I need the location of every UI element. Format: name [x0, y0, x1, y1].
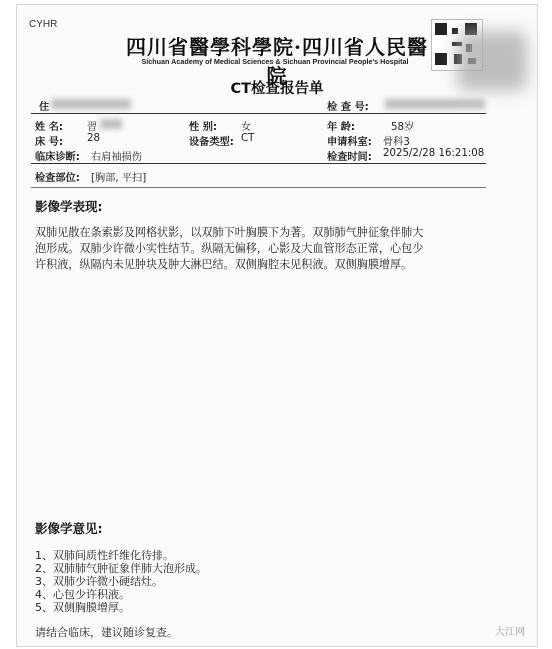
- redacted-value: [51, 99, 131, 109]
- diagnosis-value: 右肩袖损伤: [91, 152, 142, 163]
- diagnosis-label: 临床诊断:: [35, 152, 80, 163]
- age-value: 58岁: [391, 122, 415, 133]
- document-code: CYHR: [29, 19, 58, 30]
- divider: [31, 187, 486, 188]
- sex-value: 女: [241, 122, 252, 133]
- dept-value: 骨科3: [383, 137, 410, 148]
- impression-item: 4、心包少许积液。: [35, 588, 130, 601]
- findings-line: 泡形成。双肺少许微小实性结节。纵隔无偏移，心影及大血管形态正常，心包少: [35, 242, 424, 255]
- impression-list: [35, 549, 495, 614]
- impression-item: 2、双肺肺气肿征象伴肺大泡形成。: [35, 562, 207, 575]
- name-value: 習: [87, 122, 98, 133]
- redacted-area: [457, 31, 527, 91]
- exam-time-value: 2025/2/28 16:21:08: [383, 148, 485, 159]
- hospital-name-en: Sichuan Academy of Medical Sciences & Sichuan Provincial People's Hospital: [141, 57, 409, 66]
- exam-site-value: [胸部, 平扫]: [91, 173, 147, 184]
- device-value: CT: [241, 133, 255, 144]
- residence-label: 住: [39, 102, 50, 113]
- age-label: 年 龄:: [327, 122, 355, 133]
- findings-line: 双肺见散在条索影及网格状影，以双肺下叶胸膜下为著。双肺肺气肿征象伴肺大: [35, 226, 424, 239]
- findings-heading: 影像学表现:: [35, 199, 103, 214]
- exam-time-label: 检查时间:: [327, 152, 372, 163]
- impression-item: 1、双肺间质性纤维化待排。: [35, 549, 174, 562]
- sex-label: 性 别:: [189, 122, 217, 133]
- findings-text: [35, 225, 505, 273]
- dept-label: 申请科室:: [327, 137, 372, 148]
- divider: [31, 163, 486, 164]
- findings-line: 许积液，纵隔内未见肿块及肿大淋巴结。双侧胸腔未见积液。双侧胸膜增厚。: [35, 258, 413, 271]
- watermark: 大江网: [495, 627, 525, 638]
- ct-report-sheet: [16, 4, 538, 647]
- name-label: 姓 名:: [35, 122, 63, 133]
- bed-label: 床 号:: [35, 137, 63, 148]
- bed-value: 28: [87, 133, 100, 144]
- report-title: CT检查报告单: [230, 81, 324, 97]
- device-label: 设备类型:: [189, 137, 234, 148]
- divider: [31, 113, 486, 114]
- exam-no-label: 检 查 号:: [327, 102, 369, 113]
- clinical-advice: 请结合临床，建议随诊复查。: [35, 626, 178, 639]
- hospital-name-cn: 四川省醫學科學院·四川省人民醫院: [126, 35, 428, 88]
- impression-item: 5、双侧胸膜增厚。: [35, 601, 130, 614]
- redacted-value: [100, 119, 122, 129]
- exam-site-label: 检查部位:: [35, 173, 80, 184]
- impression-heading: 影像学意见:: [35, 521, 103, 536]
- redacted-value: [385, 99, 485, 109]
- impression-item: 3、双肺少许微小硬结灶。: [35, 575, 163, 588]
